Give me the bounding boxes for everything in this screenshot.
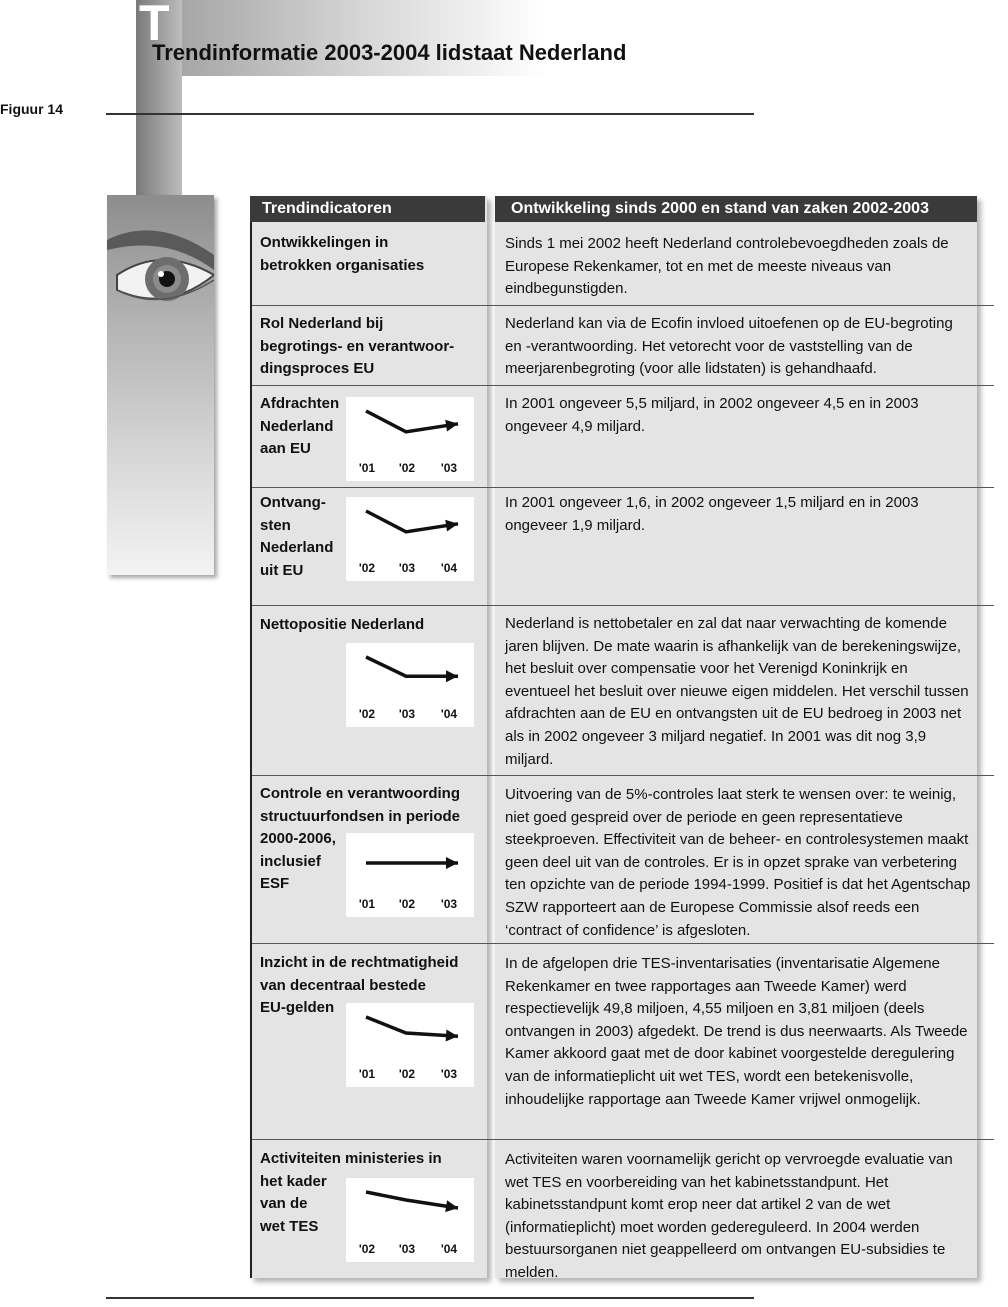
development-text: In 2001 ongeveer 5,5 miljard, in 2002 ongeveer 4,5 en in 2003 ongeveer 4,9 miljard.: [505, 395, 919, 435]
row-divider: [252, 385, 994, 386]
column-header-development: Ontwikkeling sinds 2000 en stand van zaken 2002-2003: [495, 196, 977, 222]
indicator-label: Rol Nederland bij begrotings- en verantwoor- dingsproces EU: [260, 315, 455, 377]
chart-tick-label: '04: [440, 1242, 458, 1256]
development-text: Activiteiten waren voornamelijk gericht op vervroegde evaluatie van wet TES en voorbereiding van het kabinetsstandpunt. Het kabinetsstandpunt komt erop neer dat artikel 2 van de wet (informatieplicht) moet worden gedereguleerd. In 2004 werden bestuursorganen niet geappelleerd om ontvangen EU-subsidies te melden.: [505, 1151, 953, 1281]
row-divider: [252, 943, 994, 944]
indicator-label: Nettopositie Nederland: [260, 616, 425, 633]
decorative-letter: T: [139, 0, 170, 51]
eye-icon: [107, 195, 214, 575]
indicator-label: Ontvang- sten Nederland uit EU: [260, 494, 334, 579]
chart-tick-label: '03: [440, 1067, 458, 1081]
trend-chart: [346, 643, 474, 727]
chart-tick-label: '01: [358, 897, 376, 911]
trend-line: [366, 1017, 458, 1036]
chart-tick-label: '04: [440, 561, 458, 575]
trend-chart: [346, 1003, 474, 1087]
column-header-indicators: Trendindicatoren: [250, 196, 485, 222]
chart-tick-label: '03: [398, 707, 416, 721]
development-text: In 2001 ongeveer 1,6, in 2002 ongeveer 1,5 miljard en in 2003 ongeveer 1,9 miljard.: [505, 494, 919, 534]
row-divider: [252, 487, 994, 488]
trend-chart: [346, 1178, 474, 1262]
chart-tick-label: '03: [440, 461, 458, 475]
row-divider: [252, 305, 994, 306]
chart-tick-label: '01: [358, 461, 376, 475]
trend-line: [366, 511, 458, 532]
arrow-head: [446, 857, 458, 869]
chart-tick-label: '04: [440, 707, 458, 721]
indicator-label: Afdrachten Nederland aan EU: [260, 395, 340, 457]
chart-tick-label: '02: [358, 707, 376, 721]
development-text: Sinds 1 mei 2002 heeft Nederland controlebevoegdheden zoals de Europese Rekenkamer, tot en met de meeste niveaus van eindbegunstigden.: [505, 235, 949, 298]
trend-chart: [346, 397, 474, 481]
chart-tick-label: '03: [398, 1242, 416, 1256]
development-text: In de afgelopen drie TES-inventarisaties (inventarisatie Algemene Rekenkamer en twee rapportages aan Tweede Kamer) werd respectievelijk 49,8 miljoen, 4,55 miljoen en 3,81 miljoen (deels ontvangen in 2003) afgedekt. De trend is dus neerwaarts. Als Tweede Kamer akkoord gaat met de door kabinet voorgestelde deregulering van de informatieplicht uit wet TES, wordt een betekenisvolle, inhoudelijke rapportage aan Tweede Kamer vrijwel onmogelijk.: [505, 955, 968, 1108]
top-rule: [106, 113, 754, 115]
figure-label: Figuur 14: [0, 101, 64, 117]
row-divider: [252, 1139, 994, 1140]
chart-tick-label: '02: [358, 561, 376, 575]
indicator-label: Inzicht in de rechtmatigheid van decentraal bestede EU-gelden: [260, 954, 459, 1016]
chart-tick-label: '03: [398, 561, 416, 575]
arrow-head: [446, 670, 458, 682]
eye-photo: [107, 195, 214, 575]
row-divider: [252, 605, 994, 606]
indicator-label: Controle en verantwoording structuurfondsen in periode 2000-2006, inclusief ESF: [260, 785, 461, 892]
development-text: Uitvoering van de 5%-controles laat sterk te wensen over: te weinig, niet goed gespreid over de periode en geen representatieve steekproeven. Effectiviteit van de beheer- en controlesystemen maakt geen deel uit van de controles. Er is in opzet sprake van verbetering ten opzichte van de periode 1994-1999. Positief is dat het Agentschap SZW rapporteert aan de Europese Commissie alsof reeds een ‘contract of confidence’ is afgesloten.: [505, 786, 971, 939]
trend-line: [366, 657, 458, 676]
development-text: Nederland is nettobetaler en zal dat naar verwachting de komende jaren blijven. De mate waarin is afhankelijk van de berekeningswijze, het besluit over compensatie voor het Verenigd Koninkrijk en eventueel het besluit over nieuwe eigen middelen. Het verschil tussen afdrachten aan de EU en ontvangsten uit de EU bedroeg in 2003 net als in 2002 ongeveer 3 miljard negatief. In 2001 was dit nog 3,9 miljard.: [505, 615, 969, 768]
trend-line: [366, 1192, 458, 1208]
chart-tick-label: '02: [398, 461, 416, 475]
chart-tick-label: '02: [398, 1067, 416, 1081]
chart-tick-label: '02: [358, 1242, 376, 1256]
trend-chart: [346, 497, 474, 581]
bottom-rule: [106, 1297, 754, 1299]
row-divider: [252, 775, 994, 776]
indicator-label: Activiteiten ministeries in het kader van de wet TES: [260, 1150, 442, 1235]
arrow-head: [446, 1029, 458, 1041]
chart-tick-label: '01: [358, 1067, 376, 1081]
indicator-label: Ontwikkelingen in betrokken organisaties: [260, 234, 425, 274]
development-text: Nederland kan via de Ecofin invloed uitoefenen op de EU-begroting en -verantwoording. Het vetorecht voor de vaststelling van de meerjarenbegroting (voor alle lidstaten) is gehandhaafd.: [505, 315, 953, 378]
page-title: Trendinformatie 2003-2004 lidstaat Nederland: [152, 40, 627, 65]
chart-tick-label: '03: [440, 897, 458, 911]
trend-line: [366, 411, 458, 432]
trend-chart: [346, 833, 474, 917]
chart-tick-label: '02: [398, 897, 416, 911]
